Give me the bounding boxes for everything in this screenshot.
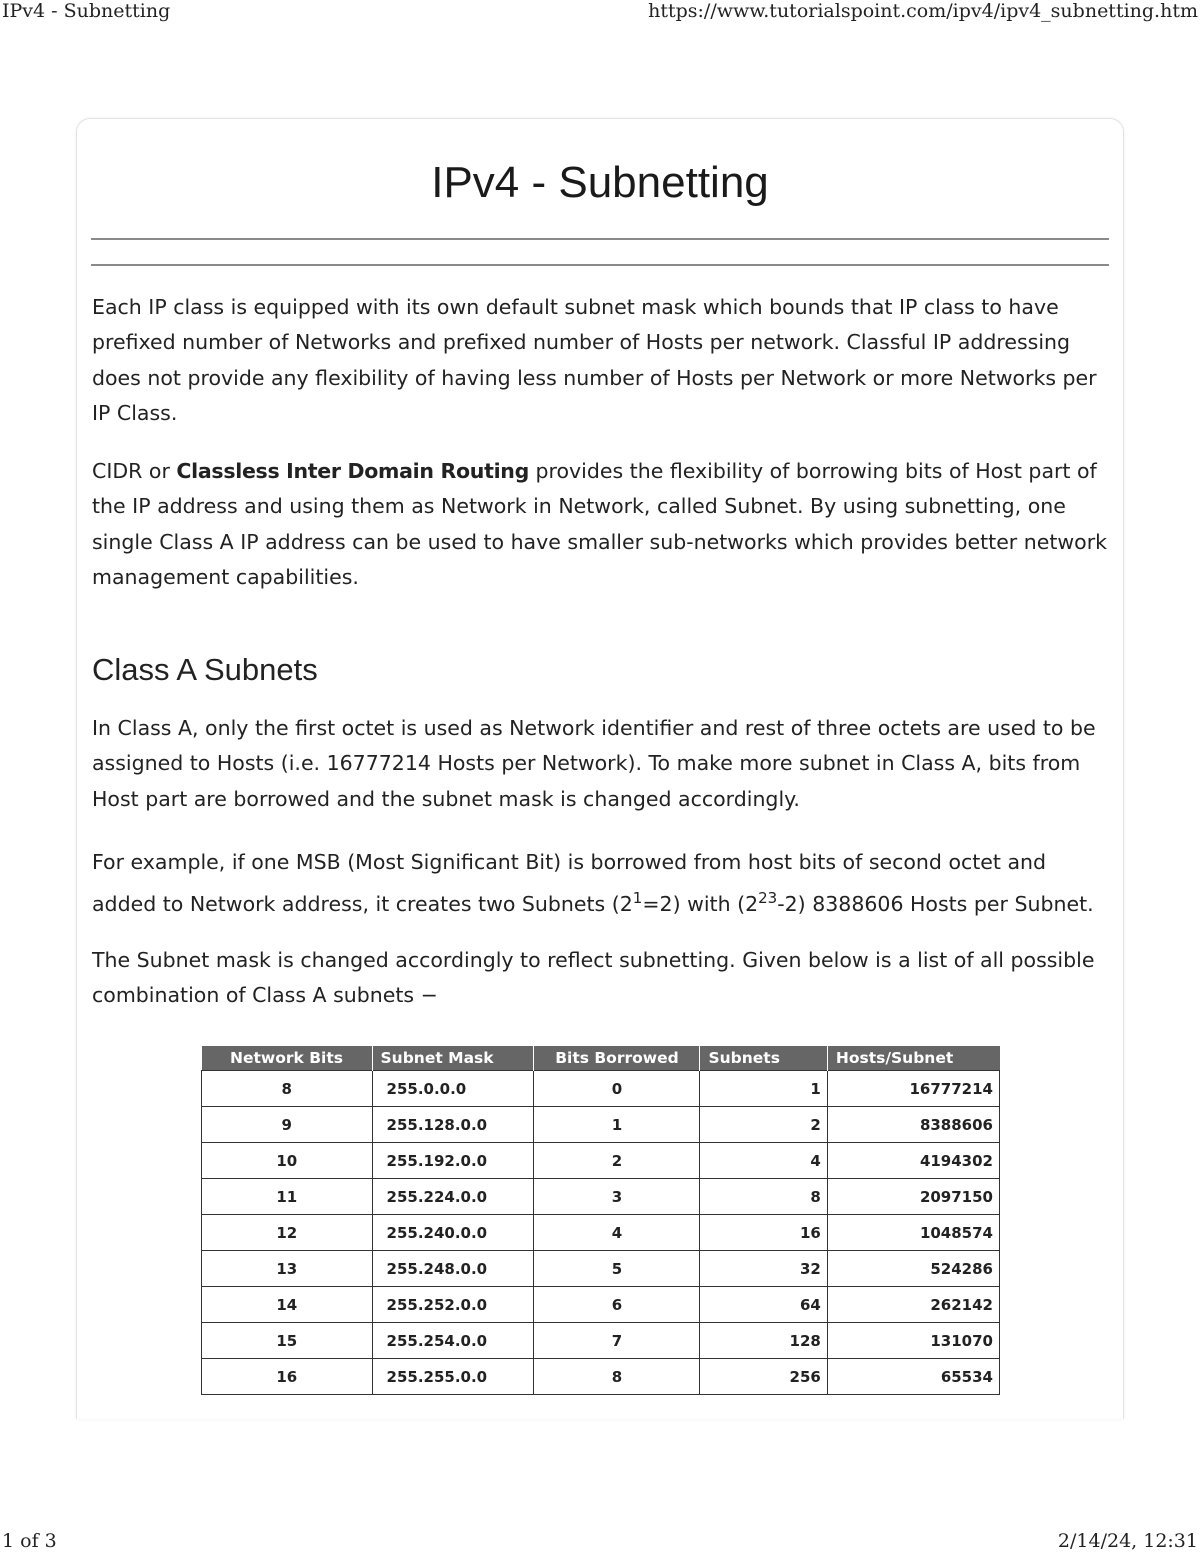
- cell-subnets: 4: [700, 1143, 827, 1179]
- table-row: [202, 1215, 1000, 1251]
- cell-subnet-mask: 255.128.0.0: [372, 1107, 534, 1143]
- cidr-suffix: provides the flexibility of borrowing bits of Host part of the IP address and using them as Network in Network, called Subnet. By using subnetting, one single Class A IP address can be used to have smaller sub-networks which provides better network management capabilities.: [92, 459, 1108, 589]
- table-row: [202, 1359, 1000, 1395]
- cell-network-bits: 16: [202, 1359, 373, 1395]
- header-subnets: Subnets: [700, 1046, 827, 1071]
- cidr-prefix: CIDR or: [92, 459, 177, 483]
- cell-network-bits: 11: [202, 1179, 373, 1215]
- cell-bits-borrowed: 7: [534, 1323, 700, 1359]
- cell-subnet-mask: 255.252.0.0: [372, 1287, 534, 1323]
- print-page-counter: 1 of 3: [2, 1530, 57, 1552]
- table-row: [202, 1287, 1000, 1323]
- cell-network-bits: 12: [202, 1215, 373, 1251]
- section-heading-class-a: Class A Subnets: [92, 652, 318, 687]
- example-text-b: =2) with (2: [642, 892, 759, 916]
- table-row: [202, 1071, 1000, 1107]
- class-a-subnets-table: [201, 1046, 1000, 1395]
- cell-network-bits: 8: [202, 1071, 373, 1107]
- example-paragraph: [92, 841, 1112, 925]
- header-network-bits: Network Bits: [202, 1046, 373, 1071]
- table-row: [202, 1107, 1000, 1143]
- cell-subnet-mask: 255.192.0.0: [372, 1143, 534, 1179]
- cell-hosts-per-subnet: 16777214: [827, 1071, 999, 1107]
- cell-hosts-per-subnet: 2097150: [827, 1179, 999, 1215]
- class-a-text: In Class A, only the first octet is used as Network identifier and rest of three octets are used to be assigned to Hosts (i.e. 16777214 Hosts per Network). To make more subnet in Class A, bits from Host part are borrowed and the subnet mask is changed accordingly.: [92, 716, 1096, 811]
- print-timestamp: 2/14/24, 12:31: [1057, 1530, 1198, 1552]
- print-header-url[interactable]: https://www.tutorialspoint.com/ipv4/ipv4_subnetting.htm: [648, 0, 1198, 22]
- print-header-title: IPv4 - Subnetting: [2, 0, 171, 22]
- cidr-paragraph: [92, 454, 1112, 595]
- cell-bits-borrowed: 5: [534, 1251, 700, 1287]
- cell-bits-borrowed: 8: [534, 1359, 700, 1395]
- cidr-term: Classless Inter Domain Routing: [176, 459, 529, 483]
- cell-bits-borrowed: 0: [534, 1071, 700, 1107]
- header-bits-borrowed: Bits Borrowed: [534, 1046, 700, 1071]
- cell-bits-borrowed: 6: [534, 1287, 700, 1323]
- page-title: IPv4 - Subnetting: [431, 158, 769, 207]
- cell-subnets: 256: [700, 1359, 827, 1395]
- cell-hosts-per-subnet: 8388606: [827, 1107, 999, 1143]
- table-intro-paragraph: [92, 943, 1112, 1014]
- cell-network-bits: 14: [202, 1287, 373, 1323]
- cell-subnets: 64: [700, 1287, 827, 1323]
- table-row: [202, 1251, 1000, 1287]
- example-text-a: For example, if one MSB (Most Significant Bit) is borrowed from host bits of second octet and added to Network address, it creates two Subnets (2: [92, 850, 1047, 916]
- cell-subnet-mask: 255.224.0.0: [372, 1179, 534, 1215]
- cell-hosts-per-subnet: 524286: [827, 1251, 999, 1287]
- cell-subnet-mask: 255.0.0.0: [372, 1071, 534, 1107]
- cell-subnets: 2: [700, 1107, 827, 1143]
- cell-subnet-mask: 255.240.0.0: [372, 1215, 534, 1251]
- exponent-1: 1: [632, 889, 643, 907]
- cell-hosts-per-subnet: 65534: [827, 1359, 999, 1395]
- class-a-paragraph: [92, 711, 1112, 817]
- table-header-row: [202, 1046, 1000, 1071]
- cell-subnets: 1: [700, 1071, 827, 1107]
- cell-subnet-mask: 255.254.0.0: [372, 1323, 534, 1359]
- cell-subnets: 128: [700, 1323, 827, 1359]
- cell-subnets: 8: [700, 1179, 827, 1215]
- table-row: [202, 1143, 1000, 1179]
- title-divider-top: [91, 238, 1109, 240]
- header-subnet-mask: Subnet Mask: [372, 1046, 534, 1071]
- table-row: [202, 1179, 1000, 1215]
- example-text-c: -2) 8388606 Hosts per Subnet.: [777, 892, 1094, 916]
- cell-bits-borrowed: 2: [534, 1143, 700, 1179]
- cell-subnet-mask: 255.248.0.0: [372, 1251, 534, 1287]
- header-hosts-per-subnet: Hosts/Subnet: [827, 1046, 999, 1071]
- cell-network-bits: 15: [202, 1323, 373, 1359]
- cell-hosts-per-subnet: 4194302: [827, 1143, 999, 1179]
- table-row: [202, 1323, 1000, 1359]
- cell-subnets: 16: [700, 1215, 827, 1251]
- cell-hosts-per-subnet: 131070: [827, 1323, 999, 1359]
- cell-network-bits: 10: [202, 1143, 373, 1179]
- cell-subnet-mask: 255.255.0.0: [372, 1359, 534, 1395]
- cell-network-bits: 9: [202, 1107, 373, 1143]
- cell-subnets: 32: [700, 1251, 827, 1287]
- cell-hosts-per-subnet: 262142: [827, 1287, 999, 1323]
- cell-bits-borrowed: 3: [534, 1179, 700, 1215]
- cell-network-bits: 13: [202, 1251, 373, 1287]
- cell-bits-borrowed: 1: [534, 1107, 700, 1143]
- cell-hosts-per-subnet: 1048574: [827, 1215, 999, 1251]
- exponent-23: 23: [758, 889, 778, 907]
- table-intro-text: The Subnet mask is changed accordingly to reflect subnetting. Given below is a list of all possible combination of Class A subnets −: [92, 948, 1095, 1008]
- cell-bits-borrowed: 4: [534, 1215, 700, 1251]
- title-divider-bottom: [91, 264, 1109, 266]
- intro-text: Each IP class is equipped with its own default subnet mask which bounds that IP class to have prefixed number of Networks and prefixed number of Hosts per network. Classful IP addressing does not provide any flexibility of having less number of Hosts per Network or more Networks per IP Class.: [92, 295, 1097, 425]
- intro-paragraph: [92, 290, 1112, 431]
